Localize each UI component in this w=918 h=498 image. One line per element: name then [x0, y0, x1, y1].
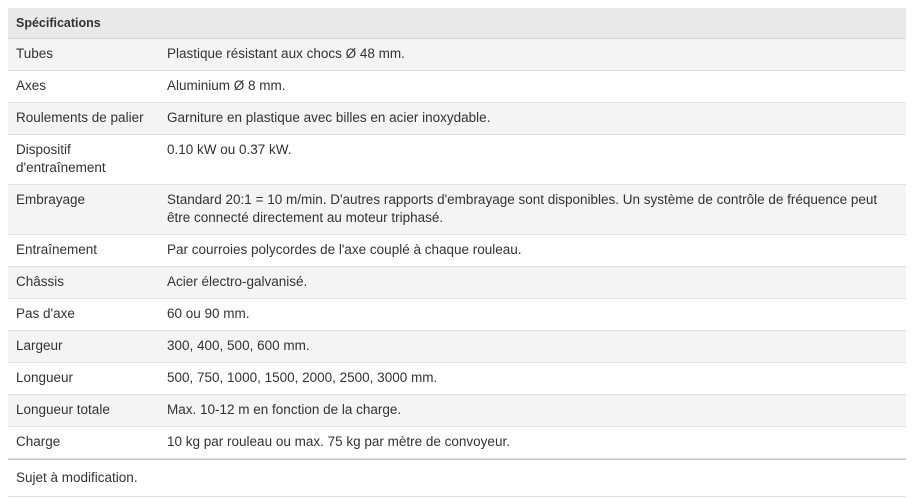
- table-row: [8, 71, 906, 103]
- table-header-row: [8, 8, 906, 39]
- row-value: 60 ou 90 mm.: [159, 299, 906, 331]
- table-row: [8, 135, 906, 185]
- row-value: Garniture en plastique avec billes en acier inoxydable.: [159, 103, 906, 135]
- row-label: Axes: [8, 71, 159, 103]
- row-label: Charge: [8, 427, 159, 459]
- table-row: [8, 185, 906, 235]
- table-row: [8, 395, 906, 427]
- specifications-section: [8, 8, 906, 497]
- row-value: Acier électro-galvanisé.: [159, 267, 906, 299]
- row-value: Max. 10-12 m en fonction de la charge.: [159, 395, 906, 427]
- row-value: Plastique résistant aux chocs Ø 48 mm.: [159, 39, 906, 71]
- table-row: [8, 267, 906, 299]
- row-value: Par courroies polycordes de l'axe couplé à chaque rouleau.: [159, 235, 906, 267]
- row-label: Largeur: [8, 331, 159, 363]
- row-value: Aluminium Ø 8 mm.: [159, 71, 906, 103]
- table-row: [8, 427, 906, 459]
- row-label: Longueur totale: [8, 395, 159, 427]
- row-value: 300, 400, 500, 600 mm.: [159, 331, 906, 363]
- row-label: Longueur: [8, 363, 159, 395]
- row-value: 500, 750, 1000, 1500, 2000, 2500, 3000 mm.: [159, 363, 906, 395]
- row-value: 0.10 kW ou 0.37 kW.: [159, 135, 906, 185]
- row-label: Tubes: [8, 39, 159, 71]
- row-value: 10 kg par rouleau ou max. 75 kg par mètre de convoyeur.: [159, 427, 906, 459]
- table-row: [8, 331, 906, 363]
- row-label: Dispositif d'entraînement: [8, 135, 159, 185]
- row-label: Entraînement: [8, 235, 159, 267]
- specifications-table: [8, 8, 906, 459]
- row-label: Pas d'axe: [8, 299, 159, 331]
- table-row: [8, 299, 906, 331]
- table-row: [8, 103, 906, 135]
- row-label: Roulements de palier: [8, 103, 159, 135]
- table-header: Spécifications: [8, 8, 906, 39]
- table-row: [8, 39, 906, 71]
- table-row: [8, 235, 906, 267]
- row-label: Embrayage: [8, 185, 159, 235]
- table-row: [8, 363, 906, 395]
- row-label: Châssis: [8, 267, 159, 299]
- modification-note: Sujet à modification.: [8, 459, 906, 497]
- row-value: Standard 20:1 = 10 m/min. D'autres rapports d'embrayage sont disponibles. Un système de contrôle de fréquence peut être connecté directement au moteur triphasé.: [159, 185, 906, 235]
